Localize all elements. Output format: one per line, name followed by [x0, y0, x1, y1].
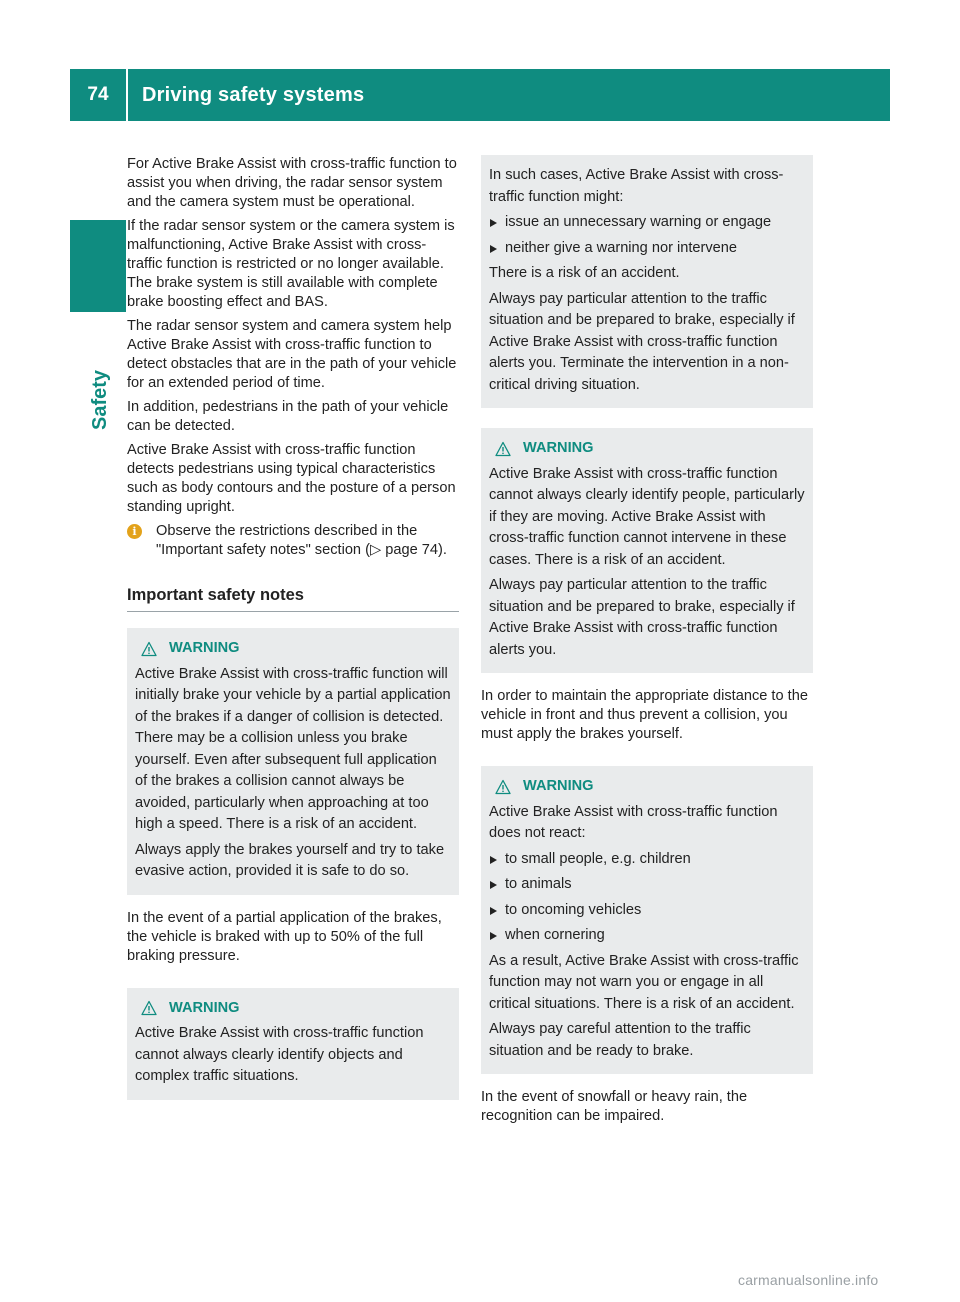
paragraph: If the radar sensor system or the camera system is malfunctioning, Active Brake Assist with cross-traffic function is restricted or no longer available. The brake system is still available with complete brake boosting effect and BAS.: [127, 218, 455, 310]
warning-triangle-icon: [495, 779, 511, 795]
info-box: [481, 155, 813, 408]
box-text: Always pay particular attention to the traffic situation and be prepared to brake, especially if Active Brake Assist with cross-traffic function alerts you. Terminate the intervention in a non-critical driving situation.: [489, 290, 795, 393]
page-header: [70, 69, 890, 121]
paragraph: In order to maintain the appropriate distance to the vehicle in front and thus prevent a collision, you must apply the brakes yourself.: [481, 688, 808, 742]
info-note-text[interactable]: Observe the restrictions described in the "Important safety notes" section (▷ page 74).: [156, 523, 447, 558]
list-item: neither give a warning nor intervene: [489, 238, 805, 260]
warning-text: Active Brake Assist with cross-traffic function cannot always clearly identify objects and complex traffic situations.: [135, 1025, 424, 1084]
section-heading: Important safety notes: [127, 586, 459, 612]
paragraph: In addition, pedestrians in the path of your vehicle can be detected.: [127, 399, 449, 434]
warning-triangle-icon: [141, 1000, 157, 1016]
list-item: when cornering: [489, 925, 805, 947]
warning-label: WARNING: [523, 778, 594, 794]
list-item: to oncoming vehicles: [489, 900, 805, 922]
right-column: [481, 155, 813, 1148]
side-tab-label: Safety: [88, 369, 111, 431]
header-divider: [126, 69, 128, 121]
list-item: to animals: [489, 874, 805, 896]
box-text: In such cases, Active Brake Assist with cross-traffic function might:: [489, 167, 784, 205]
warning-title: [135, 638, 451, 660]
warning-text: Always pay careful attention to the traffic situation and be ready to brake.: [489, 1021, 751, 1059]
list-item: issue an unnecessary warning or engage: [489, 212, 805, 234]
warning-text: Always pay particular attention to the traffic situation and be prepared to brake, especially if Active Brake Assist with cross-traffic function alerts you.: [489, 577, 795, 658]
warning-box: [127, 988, 459, 1100]
info-note: [127, 522, 459, 560]
left-column: [127, 155, 459, 1114]
paragraph: For Active Brake Assist with cross-traffic function to assist you when driving, the radar sensor system and the camera system must be operational.: [127, 156, 457, 210]
warning-box: [481, 428, 813, 673]
warning-label: WARNING: [169, 999, 240, 1016]
warning-title: [489, 776, 805, 798]
warning-text: Always apply the brakes yourself and try to take evasive action, provided it is safe to do so.: [135, 841, 445, 879]
box-text: There is a risk of an accident.: [489, 265, 680, 281]
warning-box: [481, 766, 813, 1074]
paragraph: The radar sensor system and camera system help Active Brake Assist with cross-traffic function to detect obstacles that are in the path of your vehicle for an extended period of time.: [127, 318, 457, 391]
warning-title: [135, 998, 451, 1020]
warning-text: Active Brake Assist with cross-traffic function does not react:: [489, 803, 778, 841]
warning-title: [489, 438, 805, 460]
warning-triangle-icon: [141, 641, 157, 657]
side-tab-marker: [70, 220, 126, 312]
warning-text: Active Brake Assist with cross-traffic function will initially brake your vehicle by a partial application of the brakes if a danger of collision is detected. There may be a collision unless you brake yourself. Even after subsequent full application of the brakes a collision cannot always be avoided, particularly when approaching at too high a speed. There is a risk of an accident.: [135, 665, 451, 832]
warning-label: WARNING: [169, 640, 240, 656]
list-item: to small people, e.g. children: [489, 849, 805, 871]
paragraph: In the event of snowfall or heavy rain, the recognition can be impaired.: [481, 1089, 748, 1124]
info-icon: i: [127, 524, 142, 539]
watermark: carmanualsonline.info: [738, 1272, 879, 1288]
page-number: 74: [87, 84, 109, 105]
paragraph: In the event of a partial application of the brakes, the vehicle is braked with up to 50% of the full braking pressure.: [127, 909, 442, 964]
warning-label: WARNING: [523, 440, 594, 456]
paragraph: Active Brake Assist with cross-traffic function detects pedestrians using typical characteristics such as body contours and the posture of a person standing upright.: [127, 442, 456, 515]
bullet-list: [489, 212, 805, 259]
warning-text: As a result, Active Brake Assist with cross-traffic function may not warn you or engage in all critical situations. There is a risk of an accident.: [489, 952, 799, 1012]
warning-box: [127, 628, 459, 895]
warning-text: Active Brake Assist with cross-traffic function cannot always clearly identify people, particularly if they are moving. Active Brake Assist with cross-traffic function cannot intervene in these cases. There is a risk of an accident.: [489, 465, 805, 568]
warning-triangle-icon: [495, 441, 511, 457]
section-title: Driving safety systems: [142, 84, 365, 106]
bullet-list: [489, 849, 805, 947]
